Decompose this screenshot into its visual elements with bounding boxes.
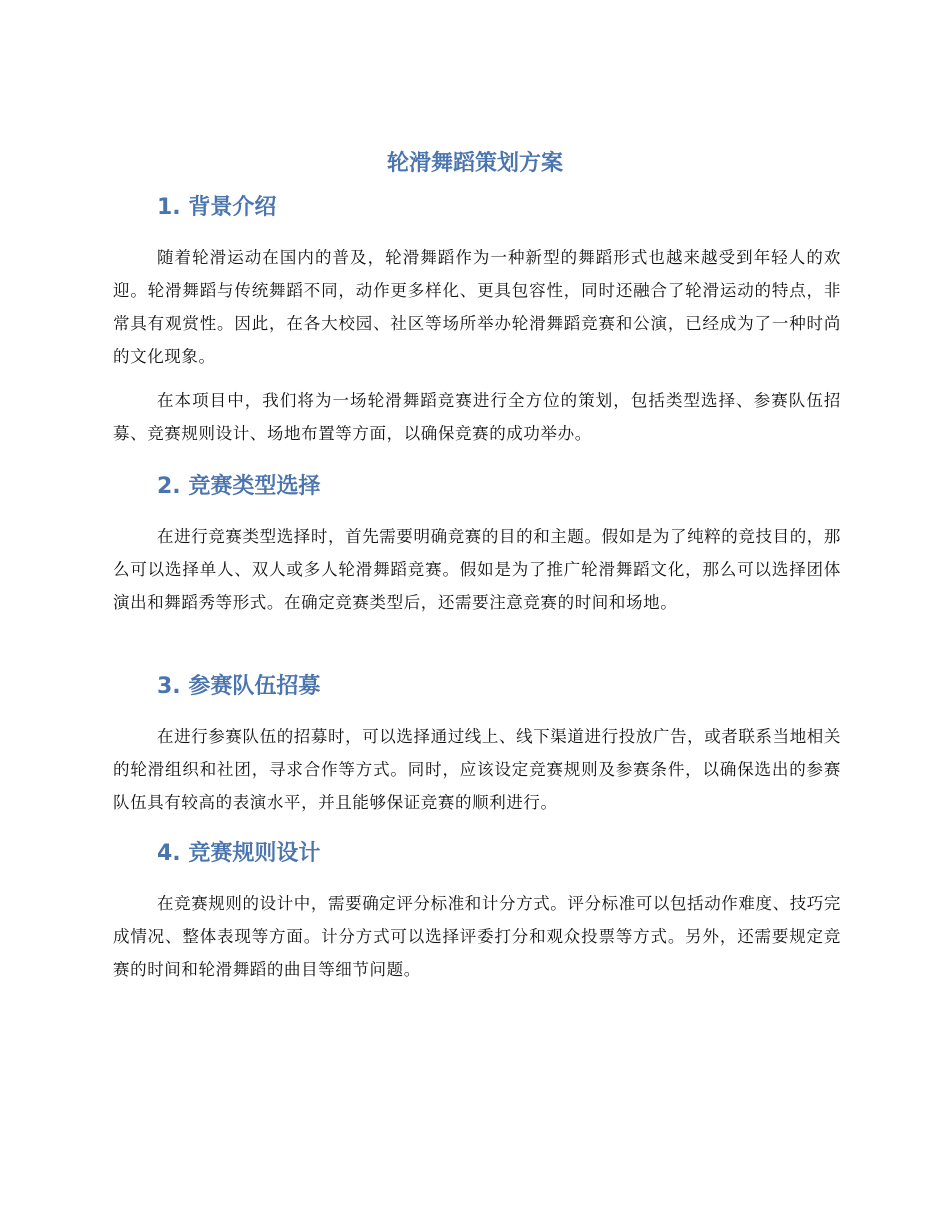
section-heading: 2. 竞赛类型选择 [157,474,321,499]
section-heading: 3. 参赛队伍招募 [157,674,321,699]
section-team-recruitment [113,671,841,819]
section-heading: 1. 背景介绍 [157,195,277,220]
paragraph: 在进行参赛队伍的招募时，可以选择通过线上、线下渠道进行投放广告，或者联系当地相关的轮滑组织和社团，寻求合作等方式。同时，应该设定竞赛规则及参赛条件，以确保选出的参赛队伍具有较高的表演水平，并且能够保证竞赛的顺利进行。 [113,727,841,812]
section-competition-type [113,471,841,619]
paragraph: 随着轮滑运动在国内的普及，轮滑舞蹈作为一种新型的舞蹈形式也越来越受到年轻人的欢迎。轮滑舞蹈与传统舞蹈不同，动作更多样化、更具包容性，同时还融合了轮滑运动的特点，非常具有观赏性。因此，在各大校园、社区等场所举办轮滑舞蹈竞赛和公演，已经成为了一种时尚的文化现象。 [113,248,841,366]
paragraph: 在本项目中，我们将为一场轮滑舞蹈竞赛进行全方位的策划，包括类型选择、参赛队伍招募、竞赛规则设计、场地布置等方面，以确保竞赛的成功举办。 [113,391,841,443]
paragraph: 在进行竞赛类型选择时，首先需要明确竞赛的目的和主题。假如是为了纯粹的竞技目的，那么可以选择单人、双人或多人轮滑舞蹈竞赛。假如是为了推广轮滑舞蹈文化，那么可以选择团体演出和舞蹈秀等形式。在确定竞赛类型后，还需要注意竞赛的时间和场地。 [113,527,841,612]
section-rules-design [113,838,841,986]
section-heading: 4. 竞赛规则设计 [157,841,321,866]
section-background [113,192,841,450]
paragraph: 在竞赛规则的设计中，需要确定评分标准和计分方式。评分标准可以包括动作难度、技巧完成情况、整体表现等方面。计分方式可以选择评委打分和观众投票等方式。另外，还需要规定竞赛的时间和轮滑舞蹈的曲目等细节问题。 [113,894,841,979]
document-title: 轮滑舞蹈策划方案 [386,151,563,176]
